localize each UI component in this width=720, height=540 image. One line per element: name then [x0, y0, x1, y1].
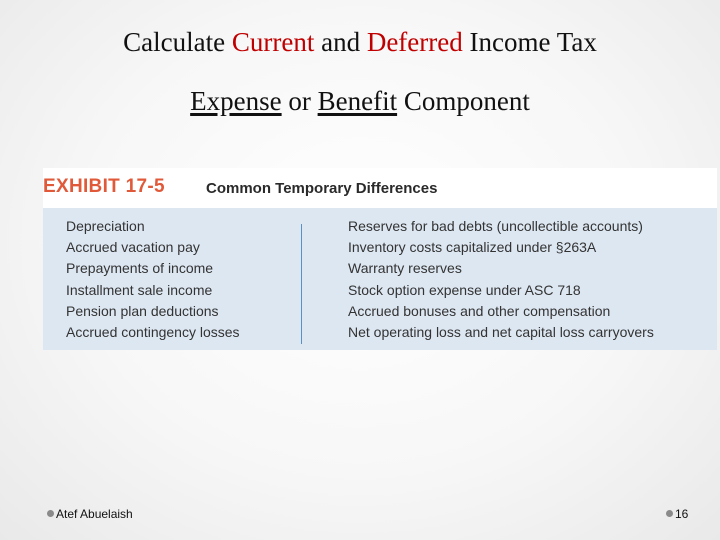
exhibit-image	[43, 168, 717, 350]
exhibit-label: EXHIBIT 17-5	[43, 176, 165, 197]
title-text: Calculate	[123, 27, 232, 57]
list-item: Warranty reserves	[348, 260, 462, 277]
exhibit-left-list	[66, 216, 240, 343]
author-name: Atef Abuelaish	[56, 507, 133, 521]
list-item: Reserves for bad debts (uncollectible accounts)	[348, 218, 643, 234]
title-text: or	[281, 86, 318, 116]
title-benefit-word: Benefit	[317, 86, 398, 116]
slide-title-line2	[0, 84, 720, 118]
bullet-icon	[47, 510, 54, 517]
list-item: Depreciation	[66, 218, 145, 234]
list-item: Accrued contingency losses	[66, 323, 240, 340]
page-number: 16	[675, 507, 689, 521]
list-item: Prepayments of income	[66, 260, 214, 277]
title-expense-word: Expense	[190, 86, 282, 116]
list-item: Pension plan deductions	[66, 302, 219, 319]
list-item: Inventory costs capitalized under §263A	[348, 239, 597, 256]
title-text: Component	[397, 86, 530, 116]
title-current-word: Current	[231, 27, 315, 57]
title-text: and	[314, 27, 367, 57]
list-item: Accrued vacation pay	[66, 239, 200, 256]
list-item: Net operating loss and net capital loss carryovers	[348, 323, 654, 340]
slide-title-line1	[0, 25, 720, 59]
exhibit-right-list	[348, 216, 654, 343]
exhibit-title: Common Temporary Differences	[206, 180, 438, 197]
list-item: Stock option expense under ASC 718	[348, 281, 581, 298]
list-item: Installment sale income	[66, 281, 213, 298]
column-divider	[301, 224, 302, 344]
list-item: Accrued bonuses and other compensation	[348, 302, 611, 319]
footer-author	[47, 505, 133, 523]
footer-page-number	[666, 505, 688, 523]
exhibit-body	[43, 208, 717, 350]
title-text: Income Tax	[462, 27, 597, 57]
bullet-icon	[666, 510, 673, 517]
title-deferred-word: Deferred	[366, 27, 463, 57]
